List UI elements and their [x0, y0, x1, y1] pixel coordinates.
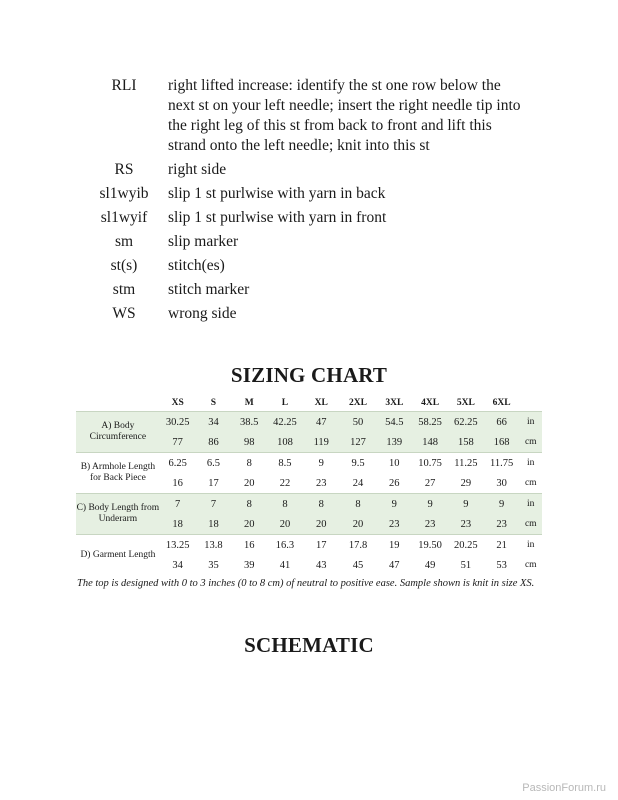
size-header-cell: S — [210, 397, 217, 408]
measurement-value: 66 — [484, 412, 520, 433]
measurement-value: 13.25 — [160, 535, 196, 556]
unit-label: in — [519, 412, 542, 433]
measurement-value: 26 — [389, 477, 400, 489]
measurement-value: 22 — [279, 477, 291, 489]
measurement-value: 8 — [340, 494, 377, 515]
abbreviation-term: WS — [112, 305, 136, 322]
measurement-label: A) Body Circumference — [76, 412, 160, 453]
measurement-value: 11.25 — [448, 453, 484, 474]
measurement-value: 39 — [243, 559, 255, 571]
measurement-value: 148 — [412, 432, 448, 453]
measurement-value: 7 — [160, 494, 196, 515]
measurement-value: 8 — [303, 494, 340, 515]
abbreviation-item — [80, 280, 530, 300]
size-header-cell: 4XL — [421, 397, 440, 408]
measurement-value: 20 — [243, 477, 255, 489]
measurement-value: 9.5 — [340, 453, 377, 474]
measurement-value: 17.8 — [340, 535, 377, 556]
measurement-value: 20 — [340, 514, 377, 535]
measurement-value: 9 — [448, 494, 484, 515]
measurement-value: 9 — [484, 494, 520, 515]
measurement-value: 9 — [376, 494, 412, 515]
abbreviation-item — [80, 256, 530, 276]
measurement-value: 6.25 — [160, 453, 196, 474]
abbreviation-term: sl1wyib — [99, 185, 149, 202]
unit-label: cm — [519, 514, 542, 535]
measurement-value: 77 — [160, 432, 196, 453]
measurement-value: 8 — [231, 453, 267, 474]
unit-label: cm — [524, 478, 537, 488]
measurement-row — [76, 494, 542, 515]
abbreviations-list — [80, 76, 530, 328]
measurement-value: 139 — [376, 432, 412, 453]
measurement-value: 49 — [424, 559, 436, 571]
measurement-value: 29 — [460, 477, 472, 489]
abbreviation-term: RS — [114, 161, 134, 178]
abbreviation-definition: slip 1 st purlwise with yarn in back — [168, 185, 386, 202]
ease-note: The top is designed with 0 to 3 inches (0 to 8 cm) of neutral to positive ease. Sample shown is knit in size XS. — [77, 578, 535, 589]
measurement-value: 38.5 — [231, 412, 267, 433]
measurement-value: 23 — [376, 514, 412, 535]
measurement-value: 158 — [448, 432, 484, 453]
measurement-row — [76, 412, 542, 433]
measurement-value: 23 — [484, 514, 520, 535]
measurement-value: 35 — [208, 559, 219, 571]
measurement-value: 58.25 — [412, 412, 448, 433]
measurement-value: 54.5 — [376, 412, 412, 433]
measurement-value: 19.50 — [412, 535, 448, 556]
measurement-value: 53 — [496, 559, 507, 571]
abbreviation-definition: right side — [168, 161, 227, 178]
measurement-value: 45 — [352, 559, 364, 571]
measurement-value: 10.75 — [412, 453, 448, 474]
measurement-value: 30 — [496, 477, 507, 489]
size-header-cell: XS — [171, 397, 184, 408]
abbreviation-definition: stitch marker — [168, 281, 250, 298]
measurement-value: 23 — [448, 514, 484, 535]
measurement-value: 98 — [231, 432, 267, 453]
measurement-value: 34 — [196, 412, 232, 433]
unit-label: cm — [524, 560, 537, 570]
abbreviation-item — [80, 184, 530, 204]
measurement-value: 119 — [303, 432, 340, 453]
abbreviation-item — [80, 232, 530, 252]
measurement-value: 19 — [376, 535, 412, 556]
abbreviation-term: st(s) — [110, 257, 138, 274]
size-header-cell: L — [281, 397, 289, 408]
measurement-value: 21 — [484, 535, 520, 556]
measurement-value: 34 — [172, 559, 183, 571]
size-header-cell: 6XL — [492, 397, 511, 408]
measurement-value: 16 — [231, 535, 267, 556]
measurement-value: 127 — [340, 432, 377, 453]
unit-label: in — [519, 453, 542, 474]
measurement-value: 20 — [303, 514, 340, 535]
abbreviation-definition: slip marker — [168, 233, 239, 250]
schematic-title: SCHEMATIC — [244, 633, 374, 657]
measurement-value: 42.25 — [267, 412, 303, 433]
size-header-cell: XL — [314, 397, 328, 408]
measurement-value: 30.25 — [160, 412, 196, 433]
measurement-value: 13.8 — [196, 535, 232, 556]
measurement-value: 86 — [196, 432, 232, 453]
abbreviation-definition: wrong side — [168, 305, 237, 322]
size-header-cell: M — [244, 397, 254, 408]
measurement-value: 43 — [316, 559, 327, 571]
abbreviation-item — [80, 208, 530, 228]
measurement-value: 20 — [231, 514, 267, 535]
measurement-value: 9 — [303, 453, 340, 474]
abbreviation-definition: slip 1 st purlwise with yarn in front — [168, 209, 387, 226]
measurement-value: 18 — [160, 514, 196, 535]
abbreviation-item — [80, 160, 530, 180]
measurement-value: 18 — [196, 514, 232, 535]
measurement-value: 62.25 — [448, 412, 484, 433]
abbreviation-definition: stitch(es) — [168, 257, 225, 274]
size-header-cell: 2XL — [349, 397, 367, 408]
measurement-value: 11.75 — [484, 453, 520, 474]
measurement-value: 10 — [376, 453, 412, 474]
measurement-label: B) Armhole Length for Back Piece — [76, 453, 160, 494]
measurement-label: C) Body Length from Underarm — [76, 494, 160, 535]
measurement-row — [76, 453, 542, 474]
header-blank — [76, 394, 160, 412]
measurement-value: 16 — [172, 477, 183, 489]
sizing-chart-table — [76, 394, 542, 575]
measurement-value: 20 — [267, 514, 303, 535]
measurement-value: 17 — [303, 535, 340, 556]
unit-label: in — [519, 535, 542, 556]
measurement-value: 27 — [424, 477, 436, 489]
size-header-cell: 3XL — [385, 397, 404, 408]
unit-label: in — [519, 494, 542, 515]
measurement-value: 8 — [267, 494, 303, 515]
measurement-value: 47 — [389, 559, 400, 571]
measurement-value: 47 — [303, 412, 340, 433]
measurement-value: 108 — [267, 432, 303, 453]
sizing-chart-title: SIZING CHART — [230, 363, 388, 387]
measurement-value: 50 — [340, 412, 377, 433]
abbreviation-term: sl1wyif — [100, 209, 148, 226]
measurement-value: 24 — [352, 477, 364, 489]
measurement-value: 20.25 — [448, 535, 484, 556]
measurement-value: 23 — [316, 477, 327, 489]
measurement-value: 17 — [208, 477, 219, 489]
unit-label: cm — [519, 432, 542, 453]
measurement-value: 168 — [484, 432, 520, 453]
sizing-chart-body — [76, 412, 542, 576]
measurement-value: 16.3 — [267, 535, 303, 556]
measurement-label: D) Garment Length — [76, 535, 160, 576]
measurement-value: 41 — [279, 559, 291, 571]
abbreviation-definition: right lifted increase: identify the st one row below the next st on your left needle; insert the right needle tip into the right leg of this st from back to front and lift this strand onto the left needle; knit into this st — [168, 77, 521, 154]
size-header-row — [76, 394, 542, 412]
measurement-value: 51 — [460, 559, 472, 571]
size-header-cell: 5XL — [456, 397, 475, 408]
abbreviation-term: RLI — [111, 77, 137, 94]
measurement-value: 7 — [196, 494, 232, 515]
watermark: PassionForum.ru — [522, 782, 606, 794]
measurement-value: 23 — [412, 514, 448, 535]
measurement-value: 6.5 — [196, 453, 232, 474]
measurement-value: 9 — [412, 494, 448, 515]
abbreviation-term: stm — [112, 281, 136, 298]
abbreviation-item — [80, 304, 530, 324]
measurement-row — [76, 535, 542, 556]
measurement-value: 8 — [231, 494, 267, 515]
abbreviation-term: sm — [114, 233, 134, 250]
abbreviation-item — [80, 76, 530, 156]
header-blank — [519, 394, 542, 412]
measurement-value: 8.5 — [267, 453, 303, 474]
